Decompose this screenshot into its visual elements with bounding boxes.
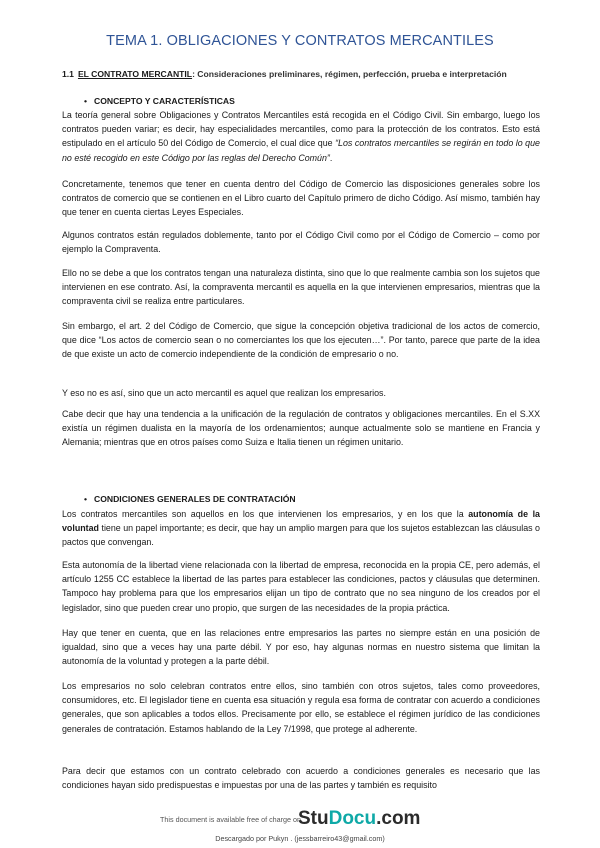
footer: [0, 808, 600, 848]
page-title: TEMA 1. OBLIGACIONES Y CONTRATOS MERCANTILES: [106, 33, 494, 49]
bullet-icon: •: [84, 494, 88, 504]
subheading-title: EL CONTRATO MERCANTIL: [77, 69, 193, 79]
subheading-number: 1.1: [62, 69, 74, 79]
section-heading: • CONDICIONES GENERALES DE CONTRATACIÓN: [84, 494, 296, 504]
paragraph: Los contratos mercantiles son aquellos en los que intervienen los empresarios, y en los que la autonomía de la voluntad tiene un papel importante; es decir, que hay un amplio margen para que los sujetos establezcan las cláusulas o pactos que convengan.: [62, 509, 540, 548]
section-heading: • CONCEPTO Y CARACTERÍSTICAS: [84, 96, 235, 106]
paragraph: Esta autonomía de la libertad viene relacionada con la libertad de empresa, reconocida en la propia CE, pero además, el artículo 1255 CC establece la libertad de las partes para establecer las condiciones, pactos y cláusulas que determinen. Tampoco hay problema para que los empresarios elijan un tipo de contrato que no sea ninguno de los creados por el legislador, sino que pueden crear uno propio, que surgen de las necesidades de la propia práctica.: [62, 560, 540, 613]
paragraph: Y eso no es así, sino que un acto mercantil es aquel que realizan los empresarios.: [62, 388, 386, 398]
paragraph: Ello no se debe a que los contratos tengan una naturaleza distinta, sino que lo que realmente cambia son los sujetos que intervienen en ese contrato. Así, la compraventa mercantil es aquella en la que intervienen empresarios, mientras que la compraventa civil se realiza entre particulares.: [62, 268, 540, 307]
availability-text: This document is available free of charge on: [160, 815, 302, 824]
bullet-icon: •: [84, 96, 88, 106]
paragraph: Sin embargo, el art. 2 del Código de Comercio, que sigue la concepción objetiva tradicional de los actos de comercio, que dice “Los actos de comercio sean o no comerciantes los que los ejecuten…”. Por tanto, parece que parte de la idea de que existe un acto de comercio independiente de la condición de empresario o no.: [62, 321, 540, 360]
subheading-rest: : Consideraciones preliminares, régimen, perfección, prueba e interpretación: [192, 69, 507, 79]
download-attribution: Descargado por Pukyn . (jessbarreiro43@gmail.com): [215, 834, 385, 843]
paragraph: Concretamente, tenemos que tener en cuenta dentro del Código de Comercio las disposiciones generales sobre los contratos de comercio que se contienen en el Libro cuarto del Capítulo primero de dicho Código. Así mismo, también hay que tener en cuenta ciertas Leyes Especiales.: [62, 179, 540, 218]
paragraph: La teoría general sobre Obligaciones y Contratos Mercantiles está recogida en el Código Civil. Sin embargo, luego los contratos pueden variar; es decir, hay especialidades mercantiles, como para la protección de los contratos. Esto está estipulado en el artículo 50 del Código de Comercio, el cual dice que “Los contratos mercantiles se regirán en todo lo que no esté recogido en este Código por las reglas del Derecho Común”.: [62, 110, 540, 163]
quote: “Los contratos mercantiles se regirán en todo lo que no esté recogido en este Código por las reglas del Derecho Común”: [62, 138, 540, 163]
subheading: [62, 69, 507, 79]
emphasis: autonomía de la voluntad: [62, 509, 540, 534]
paragraph: Cabe decir que hay una tendencia a la unificación de la regulación de contratos y obligaciones mercantiles. En el S.XX existía un régimen dualista en la mayoría de los ordenamientos; aunque actualmente solo se mantiene en Francia y Alemania; mientras que en otros países como Suiza e Italia tienen un régimen unitario.: [62, 409, 540, 448]
studocu-logo[interactable]: StuDocu.com: [298, 808, 421, 829]
paragraph: Algunos contratos están regulados doblemente, tanto por el Código Civil como por el Código de Comercio – como por ejemplo la Compraventa.: [62, 230, 540, 255]
paragraph: Los empresarios no solo celebran contratos entre ellos, sino también con otros sujetos, tales como proveedores, consumidores, etc. El legislador tiene en cuenta esa situación y regula esa forma de contratar con acuerdo a condiciones generales, que son aplicables a todos ellos. Precisamente por ello, se establece el régimen jurídico de las condiciones generales de contratación. Estamos hablando de la Ley 7/1998, que protege al adherente.: [62, 681, 540, 734]
paragraph: Hay que tener en cuenta, que en las relaciones entre empresarios las partes no siempre están en una posición de igualdad, sino que a veces hay una parte débil. Y por eso, hay algunas normas en nuestro sistema que limitan la autonomía de la voluntad y protegen a la parte débil.: [62, 628, 540, 667]
paragraph: Para decir que estamos con un contrato celebrado con acuerdo a condiciones generales es necesario que las condiciones hayan sido predispuestas e impuestas por una de las partes y también es requisito: [62, 766, 540, 791]
